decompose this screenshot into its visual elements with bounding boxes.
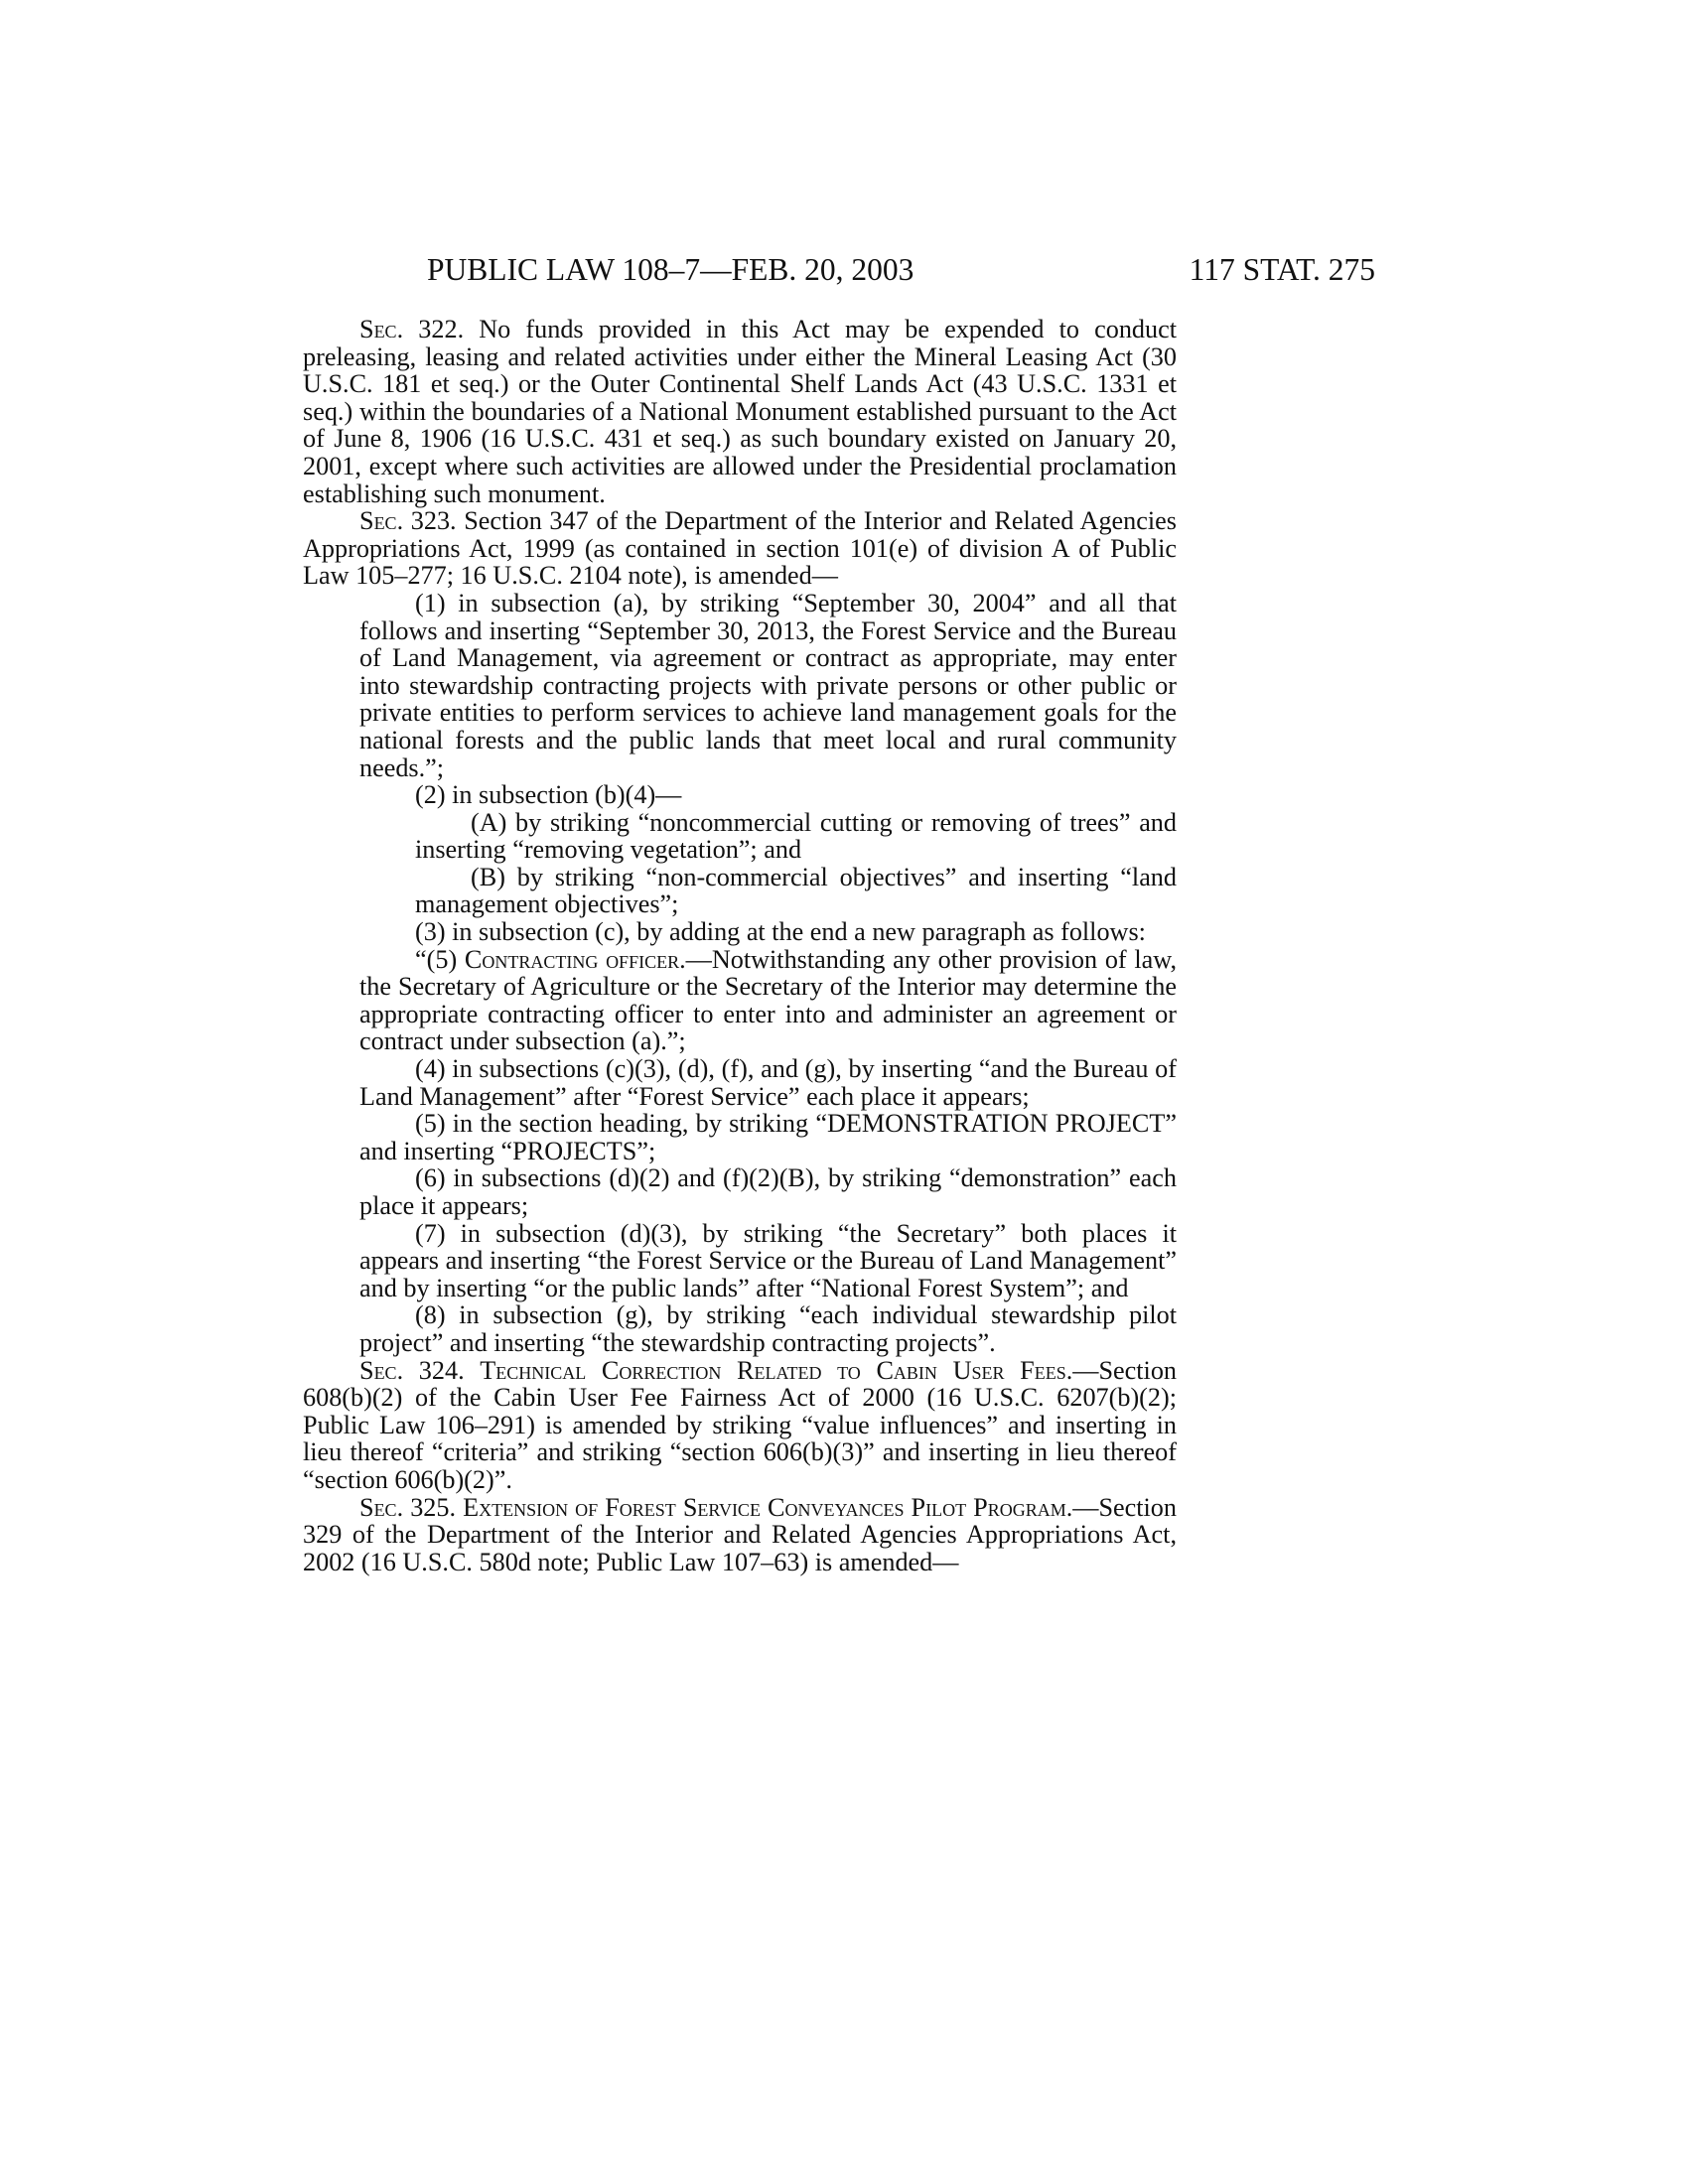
- section-322-text: 322. No funds provided in this Act may be expended to conduct preleasing, leasing and related activities under either the Mineral Leasing Act (30 U.S.C. 181 et seq.) or the Outer Continental Shelf Lands Act (43 U.S.C. 1331 et seq.) within the boundaries of a National Monument established pursuant to the Act of June 8, 1906 (16 U.S.C. 431 et seq.) as such boundary existed on January 20, 2001, except where such activities are allowed under the Presidential proclamation establishing such monument.: [303, 315, 1177, 508]
- amendment-subitem-b: (B) by striking “non-commercial objectives” and inserting “land management objectives”;: [415, 862, 1177, 919]
- amendment-item-5: (5) in the section heading, by striking “DEMONSTRATION PROJECT” and inserting “PROJECTS”;: [359, 1109, 1177, 1165]
- quoted-paragraph-prefix: “(5): [415, 944, 458, 974]
- amendment-item-1: (1) in subsection (a), by striking “September 30, 2004” and all that follows and inserting “September 30, 2013, the Forest Service and the Bureau of Land Management, via agreement or contract as appropriate, may enter into stewardship contracting projects with private persons or other public or private entities to perform services to achieve land management goals for the national forests and the public lands that meet local and rural community needs.”;: [359, 588, 1177, 782]
- statute-page-number: 117 STAT. 275: [1189, 252, 1375, 287]
- section-325-number: 325.: [410, 1492, 457, 1522]
- running-head: [303, 248, 1375, 292]
- section-label: Sec.: [359, 1492, 404, 1522]
- section-label: Sec.: [359, 1355, 404, 1385]
- quoted-paragraph-text: —Notwithstanding any other provision of law, the Secretary of Agriculture or the Secretary of the Interior may determine the appropriate contracting officer to enter into and administer an agreement or contract under subsection (a).”;: [359, 944, 1177, 1056]
- amendment-item-3: (3) in subsection (c), by adding at the end a new paragraph as follows:: [415, 917, 1146, 947]
- section-323: [303, 507, 1177, 590]
- amendment-item-7: (7) in subsection (d)(3), by striking “the Secretary” both places it appears and inserting “the Forest Service or the Bureau of Land Management” and by inserting “or the public lands” after “National Forest System”; and: [359, 1218, 1177, 1302]
- amendment-subitem-a: (A) by striking “noncommercial cutting or removing of trees” and inserting “removing vegetation”; and: [415, 807, 1177, 865]
- section-325: [303, 1494, 1177, 1576]
- section-325-text: —Section 329 of the Department of the Interior and Related Agencies Appropriations Act, 2002 (16 U.S.C. 580d note; Public Law 107–63) is amended—: [303, 1492, 1177, 1576]
- section-324-heading: Technical Correction Related to Cabin User Fees.: [480, 1355, 1073, 1385]
- amendment-item-4: (4) in subsections (c)(3), (d), (f), and (g), by inserting “and the Bureau of Land Management” after “Forest Service” each place it appears;: [359, 1054, 1177, 1111]
- section-324-number: 324.: [418, 1355, 465, 1385]
- section-label: Sec.: [359, 315, 404, 343]
- document-body: [303, 316, 1177, 1575]
- section-label: Sec.: [359, 506, 404, 536]
- amendment-item-8: (8) in subsection (g), by striking “each individual stewardship pilot project” and inserting “the stewardship contracting projects”.: [359, 1300, 1177, 1357]
- quoted-paragraph-heading: Contracting officer.: [464, 944, 686, 974]
- section-324-text: —Section 608(b)(2) of the Cabin User Fee Fairness Act of 2000 (16 U.S.C. 6207(b)(2); Public Law 106–291) is amended by striking “value influences” and inserting in lieu thereof “criteria” and striking “section 606(b)(3)” and inserting in lieu thereof “section 606(b)(2)”.: [303, 1355, 1178, 1494]
- section-324: [303, 1357, 1177, 1494]
- quoted-paragraph-5: [303, 946, 1177, 1055]
- running-head-title: PUBLIC LAW 108–7—FEB. 20, 2003: [427, 252, 914, 287]
- section-322: [303, 316, 1177, 507]
- amendment-item-6: (6) in subsections (d)(2) and (f)(2)(B), by striking “demonstration” each place it appears;: [359, 1163, 1177, 1220]
- amendment-item-2: (2) in subsection (b)(4)—: [415, 780, 682, 810]
- section-323-text: 323. Section 347 of the Department of the Interior and Related Agencies Appropriations Act, 1999 (as contained in section 101(e) of division A of Public Law 105–277; 16 U.S.C. 2104 note), is amended—: [303, 506, 1177, 591]
- section-325-heading: Extension of Forest Service Conveyances Pilot Program.: [463, 1492, 1073, 1522]
